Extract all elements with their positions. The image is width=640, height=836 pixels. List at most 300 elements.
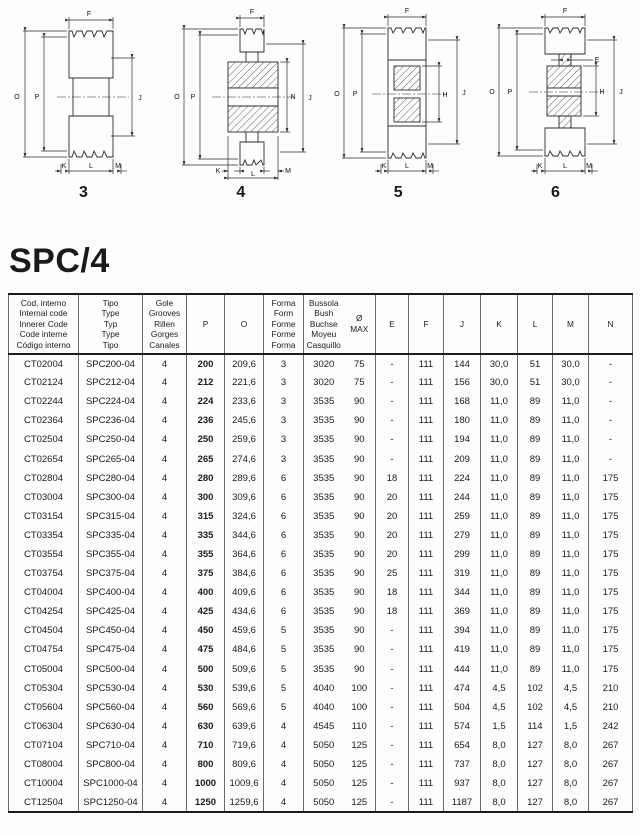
header-line: Type (101, 329, 120, 340)
dim-label-n: N (290, 94, 296, 101)
table-cell: 5 (264, 660, 304, 679)
table-cell: - (376, 774, 409, 793)
table-cell: 90 (353, 548, 365, 560)
table-cell: 30,0 (553, 373, 589, 392)
table-cell: 90 (353, 396, 365, 408)
table-cell: 6 (264, 507, 304, 526)
table-row (9, 774, 633, 793)
dim-label-m: M (426, 163, 433, 170)
table-row (9, 411, 633, 430)
table-cell: 111 (409, 660, 444, 679)
table-cell: 4 (143, 545, 187, 564)
table-cell: 175 (589, 469, 633, 488)
table-cell: 1,5 (553, 717, 589, 736)
table-cell: 75 (353, 377, 365, 389)
table-cell: 175 (589, 583, 633, 602)
table-cell: 299 (444, 545, 481, 564)
header-bush (304, 294, 344, 354)
table-cell: 5050 (304, 736, 344, 755)
table-cell: 210 (589, 698, 633, 717)
table-cell: 125 (351, 778, 368, 790)
table-cell: 20 (376, 488, 409, 507)
table-row (9, 793, 633, 812)
table-cell: - (589, 449, 633, 468)
table-cell: 111 (409, 488, 444, 507)
pulley-form-diagrams (0, 0, 640, 212)
table-cell: 300 (187, 488, 225, 507)
header-internal-code (9, 294, 79, 354)
table-cell: 6 (264, 583, 304, 602)
table-cell: CT04254 (23, 606, 64, 618)
table-cell: 369 (444, 602, 481, 621)
table-cell: 111 (409, 430, 444, 449)
table-cell: 509,6 (225, 660, 264, 679)
table-cell: 274,6 (225, 449, 264, 468)
form-6-number: 6 (551, 184, 561, 201)
table-cell: SPC630-04 (79, 717, 143, 736)
table-cell: 355 (187, 545, 225, 564)
table-cell: SPC800-04 (79, 755, 143, 774)
dim-label-k: K (537, 163, 543, 170)
table-cell: 11,0 (481, 660, 518, 679)
pulley-form-4-diagram (163, 4, 319, 212)
table-cell: 30,0 (481, 354, 518, 373)
table-cell: SPC400-04 (79, 583, 143, 602)
table-cell: 212 (187, 373, 225, 392)
table-cell: 125 (351, 796, 368, 808)
diameter-symbol: Ø (356, 313, 363, 324)
table-cell: 719,6 (225, 736, 264, 755)
table-cell: 175 (589, 526, 633, 545)
table-cell: 4 (143, 640, 187, 659)
header-line: Rillen (154, 318, 175, 329)
table-cell: 425 (187, 602, 225, 621)
table-cell: CT02804 (23, 472, 64, 484)
table-cell: 20 (376, 526, 409, 545)
table-cell: 375 (187, 564, 225, 583)
header-line: Bussola (308, 297, 339, 308)
table-cell: 5 (264, 621, 304, 640)
table-cell: 475 (187, 640, 225, 659)
header-line: Gorges (150, 329, 179, 340)
table-row (9, 736, 633, 755)
table-cell: 3535 (304, 621, 344, 640)
table-cell: 384,6 (225, 564, 264, 583)
table-cell: 4 (264, 774, 304, 793)
header-line: Moyeu (311, 329, 337, 340)
table-cell: 6 (264, 469, 304, 488)
table-cell: 4 (264, 736, 304, 755)
table-cell: 11,0 (481, 564, 518, 583)
table-cell: 175 (589, 564, 633, 583)
table-cell: 90 (353, 529, 365, 541)
table-cell: 111 (409, 392, 444, 411)
table-cell: 5 (264, 679, 304, 698)
table-cell: CT03554 (23, 548, 64, 560)
table-cell: 11,0 (481, 392, 518, 411)
header-line: Forme (271, 318, 296, 329)
table-cell: 259,6 (225, 430, 264, 449)
table-cell: 6 (264, 564, 304, 583)
table-cell: 267 (589, 736, 633, 755)
table-cell: 111 (409, 545, 444, 564)
table-cell: 937 (444, 774, 481, 793)
header-line: Innerer Code (19, 318, 68, 329)
table-cell: 4 (143, 411, 187, 430)
table-cell: 11,0 (481, 430, 518, 449)
table-cell: 89 (518, 640, 553, 659)
table-cell: 175 (589, 621, 633, 640)
header-line: Cod. interno (20, 297, 67, 308)
header-l: L (518, 294, 553, 354)
form-4-drawing (166, 4, 316, 182)
table-cell: 89 (518, 602, 553, 621)
table-cell: 315 (187, 507, 225, 526)
header-line: Tipo (102, 297, 119, 308)
dim-label-j: J (308, 95, 313, 102)
table-cell: 3 (264, 354, 304, 373)
table-cell: - (376, 679, 409, 698)
table-cell: 111 (409, 373, 444, 392)
form-4-number: 4 (236, 184, 247, 201)
table-cell: CT04504 (23, 625, 64, 637)
table-cell: SPC475-04 (79, 640, 143, 659)
table-cell: 434,6 (225, 602, 264, 621)
table-cell: SPC355-04 (79, 545, 143, 564)
table-cell: 11,0 (481, 602, 518, 621)
table-cell: 409,6 (225, 583, 264, 602)
table-cell: 175 (589, 507, 633, 526)
dim-label-k: K (215, 168, 221, 175)
header-form (264, 294, 304, 354)
table-cell: 11,0 (553, 583, 589, 602)
table-row (9, 354, 633, 373)
form-3-drawing (9, 4, 159, 182)
table-cell: 20 (376, 507, 409, 526)
table-cell: 3 (264, 373, 304, 392)
dim-label-f: F (404, 8, 409, 15)
dim-label-j: J (461, 90, 466, 97)
table-cell: - (376, 698, 409, 717)
table-cell: SPC710-04 (79, 736, 143, 755)
table-cell: 11,0 (481, 411, 518, 430)
table-cell: 4 (143, 488, 187, 507)
table-row (9, 564, 633, 583)
table-cell: 569,6 (225, 698, 264, 717)
table-cell: 90 (353, 415, 365, 427)
table-cell: 1009,6 (225, 774, 264, 793)
table-cell: SPC300-04 (79, 488, 143, 507)
table-cell: 90 (353, 644, 365, 656)
pulley-form-6-diagram (478, 4, 634, 212)
table-cell: CT04004 (23, 587, 64, 599)
table-cell: 224 (187, 392, 225, 411)
header-line: Code interne (19, 329, 68, 340)
table-cell: 51 (518, 354, 553, 373)
table-cell: SPC425-04 (79, 602, 143, 621)
table-cell: - (376, 717, 409, 736)
table-cell: 335 (187, 526, 225, 545)
dim-label-h: H (442, 92, 448, 99)
table-cell: 4 (143, 793, 187, 812)
table-cell: 710 (187, 736, 225, 755)
header-k: K (481, 294, 518, 354)
table-cell: 6 (264, 488, 304, 507)
table-cell: 574 (444, 717, 481, 736)
table-cell: 127 (518, 774, 553, 793)
dim-label-k: K (61, 163, 67, 170)
header-line: Bush (314, 308, 334, 319)
dim-label-p: P (507, 89, 513, 96)
table-cell: 110 (351, 720, 367, 732)
table-cell: 530 (187, 679, 225, 698)
table-cell: - (376, 736, 409, 755)
table-row (9, 583, 633, 602)
table-cell: 4545 (304, 717, 344, 736)
dim-label-h: H (599, 89, 605, 96)
dim-label-l: L (89, 163, 93, 170)
table-cell: 233,6 (225, 392, 264, 411)
table-cell: 111 (409, 469, 444, 488)
dim-label-m: M (586, 163, 592, 170)
table-cell: 18 (376, 583, 409, 602)
table-cell: 4 (143, 621, 187, 640)
table-header-row (9, 294, 633, 354)
table-cell: CT02244 (23, 396, 64, 408)
table-cell: 11,0 (481, 621, 518, 640)
table-cell: 90 (353, 453, 365, 465)
dim-label-f: F (250, 9, 255, 16)
table-cell: - (376, 373, 409, 392)
table-row (9, 602, 633, 621)
table-cell: 111 (409, 717, 444, 736)
table-cell: CT08004 (23, 759, 64, 771)
table-cell: 4 (264, 717, 304, 736)
table-row (9, 755, 633, 774)
table-cell: 500 (187, 660, 225, 679)
table-cell: 194 (444, 430, 481, 449)
table-cell: - (376, 449, 409, 468)
table-cell: CT06304 (23, 720, 64, 732)
dim-label-l: L (251, 171, 256, 178)
table-cell: 3535 (304, 411, 344, 430)
table-cell: 267 (589, 793, 633, 812)
dim-label-o: O (333, 91, 340, 98)
dim-label-o: O (174, 94, 181, 101)
page-title: SPC/4 (9, 242, 110, 280)
table-cell: 30,0 (481, 373, 518, 392)
table-cell: SPC250-04 (79, 430, 143, 449)
table-cell: 111 (409, 526, 444, 545)
table-cell: 111 (409, 640, 444, 659)
table-cell: 245,6 (225, 411, 264, 430)
table-cell: 8,0 (553, 774, 589, 793)
table-cell: CT12504 (23, 796, 64, 808)
table-cell: 89 (518, 392, 553, 411)
table-cell: 459,6 (225, 621, 264, 640)
header-line: Código interno (16, 339, 71, 350)
table-cell: CT03154 (23, 510, 64, 522)
table-cell: 4 (264, 793, 304, 812)
table-cell: 654 (444, 736, 481, 755)
table-cell: 4,5 (481, 679, 518, 698)
form-6-drawing (481, 4, 631, 182)
spc4-spec-table (8, 293, 633, 813)
table-cell: 8,0 (481, 755, 518, 774)
table-cell: 3535 (304, 430, 344, 449)
header-line: Tipo (102, 339, 119, 350)
table-cell: - (376, 660, 409, 679)
table-cell: 11,0 (553, 526, 589, 545)
header-line: Forme (271, 329, 296, 340)
table-cell: 11,0 (553, 660, 589, 679)
table-cell: 3535 (304, 583, 344, 602)
header-grooves (143, 294, 187, 354)
table-cell: 11,0 (481, 449, 518, 468)
table-cell: 364,6 (225, 545, 264, 564)
table-cell: 90 (353, 587, 365, 599)
table-cell: 3 (264, 449, 304, 468)
table-cell: SPC335-04 (79, 526, 143, 545)
header-line: Buchse (309, 318, 338, 329)
table-cell: 224 (444, 469, 481, 488)
table-cell: 267 (589, 755, 633, 774)
dim-label-j: J (138, 95, 142, 102)
table-row (9, 679, 633, 698)
table-row (9, 717, 633, 736)
table-cell: 89 (518, 411, 553, 430)
table-cell: 809,6 (225, 755, 264, 774)
table-cell: 6 (264, 545, 304, 564)
dim-label-f: F (562, 8, 568, 15)
table-cell: 3535 (304, 526, 344, 545)
table-cell: 11,0 (553, 545, 589, 564)
table-cell: 127 (518, 793, 553, 812)
table-cell: 444 (444, 660, 481, 679)
table-cell: SPC500-04 (79, 660, 143, 679)
dim-label-o: O (14, 94, 20, 101)
table-cell: 4 (143, 507, 187, 526)
header-line: Forma (271, 339, 296, 350)
table-cell: 279 (444, 526, 481, 545)
table-cell: 175 (589, 602, 633, 621)
table-cell: 111 (409, 602, 444, 621)
table-cell: 8,0 (481, 793, 518, 812)
table-cell: 11,0 (553, 392, 589, 411)
table-cell: 1187 (444, 793, 481, 812)
table-cell: SPC1000-04 (79, 774, 143, 793)
table-body (9, 354, 633, 812)
table-cell: 6 (264, 526, 304, 545)
table-cell: 5 (264, 640, 304, 659)
table-cell: CT03004 (23, 491, 64, 503)
header-diameter-max (344, 294, 376, 354)
dim-label-o: O (489, 89, 495, 96)
table-cell: 11,0 (553, 430, 589, 449)
table-cell: 111 (409, 736, 444, 755)
table-cell: CT02004 (23, 358, 64, 370)
table-cell: 4 (143, 354, 187, 373)
table-cell: 125 (351, 759, 368, 771)
table-cell: 324,6 (225, 507, 264, 526)
table-cell: 111 (409, 583, 444, 602)
table-cell: CT05304 (23, 682, 64, 694)
table-cell: 180 (444, 411, 481, 430)
table-cell: 11,0 (553, 488, 589, 507)
header-line: Internal code (19, 308, 68, 319)
table-cell: - (376, 392, 409, 411)
table-cell: 5 (264, 698, 304, 717)
table-cell: 102 (518, 679, 553, 698)
table-cell: - (376, 621, 409, 640)
table-cell: 111 (409, 564, 444, 583)
table-cell: 1259,6 (225, 793, 264, 812)
table-cell: CT07104 (23, 739, 64, 751)
table-cell: 111 (409, 621, 444, 640)
table-cell: 539,6 (225, 679, 264, 698)
table-row (9, 469, 633, 488)
table-cell: 4 (143, 755, 187, 774)
table-cell: 125 (351, 739, 368, 751)
table-cell: 210 (589, 679, 633, 698)
table-cell: 3535 (304, 564, 344, 583)
form-5-drawing (324, 4, 474, 182)
table-cell: 11,0 (481, 526, 518, 545)
table-cell: 450 (187, 621, 225, 640)
dim-label-p: P (34, 94, 40, 101)
table-cell: CT03354 (23, 529, 64, 541)
table-cell: 90 (353, 434, 365, 446)
table-row (9, 660, 633, 679)
table-cell: 127 (518, 736, 553, 755)
table-cell: 144 (444, 354, 481, 373)
table-cell: 89 (518, 507, 553, 526)
table-cell: 344 (444, 583, 481, 602)
table-cell: SPC280-04 (79, 469, 143, 488)
table-cell: 3 (264, 411, 304, 430)
table-row (9, 488, 633, 507)
table-row (9, 507, 633, 526)
table-cell: 4,5 (481, 698, 518, 717)
table-cell: SPC375-04 (79, 564, 143, 583)
table-cell: 3020 (304, 354, 344, 373)
table-cell: 156 (444, 373, 481, 392)
table-cell: 1250 (187, 793, 225, 812)
table-cell: 319 (444, 564, 481, 583)
table-cell: 11,0 (553, 602, 589, 621)
table-cell: 344,6 (225, 526, 264, 545)
table-row (9, 621, 633, 640)
table-cell: 111 (409, 679, 444, 698)
table-cell: 18 (376, 469, 409, 488)
table-cell: 4 (143, 392, 187, 411)
table-cell: 3535 (304, 449, 344, 468)
table-cell: 200 (187, 354, 225, 373)
table-cell: 280 (187, 469, 225, 488)
table-cell: 394 (444, 621, 481, 640)
table-cell: CT02364 (23, 415, 64, 427)
dim-label-l: L (563, 163, 567, 170)
table-cell: 3 (264, 430, 304, 449)
table-cell: 4 (143, 449, 187, 468)
dim-label-p: P (190, 94, 196, 101)
table-cell: 244 (444, 488, 481, 507)
header-line: Form (273, 308, 294, 319)
table-cell: - (589, 354, 633, 373)
table-cell: 111 (409, 698, 444, 717)
table-cell: 4 (143, 564, 187, 583)
table-row (9, 640, 633, 659)
